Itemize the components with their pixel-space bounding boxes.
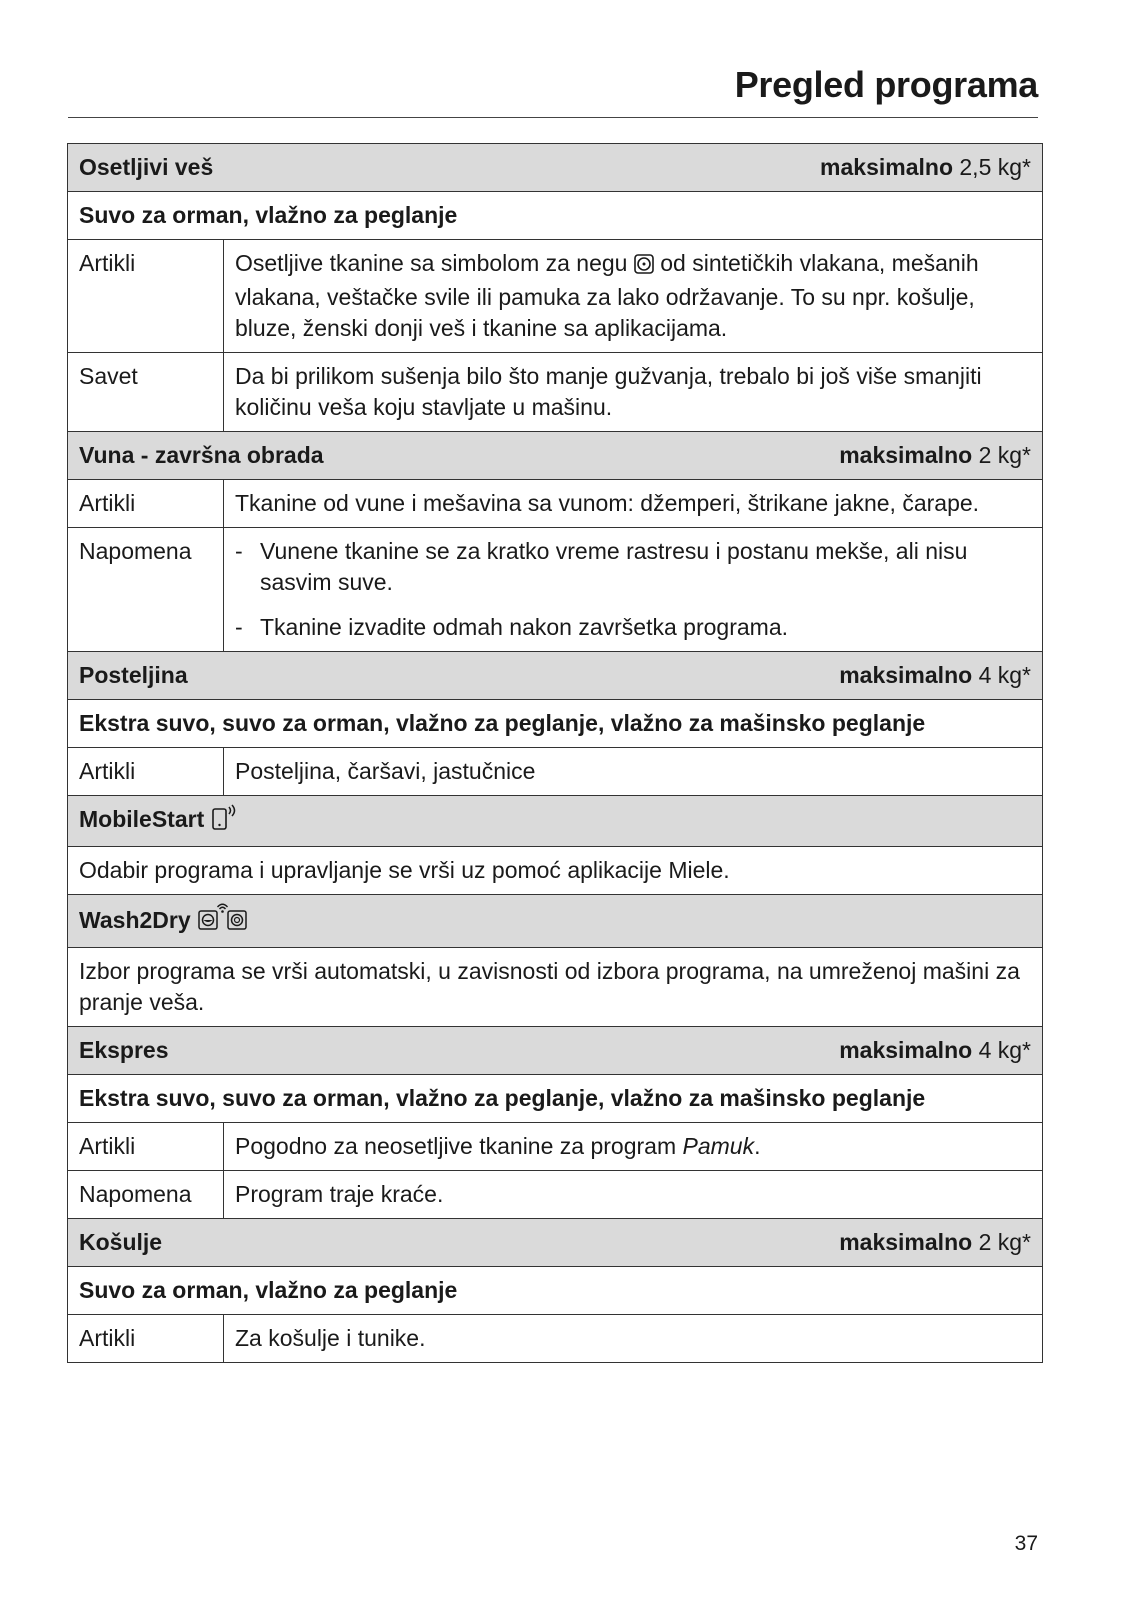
program-options-row: [68, 192, 1043, 240]
care-symbol-icon: [634, 251, 654, 282]
max-label: maksimalno: [839, 1229, 973, 1255]
program-detail-row: [68, 353, 1043, 432]
note-item: - Vunene tkanine se za kratko vreme rastresu i postanu mekše, ali nisu sasvim suve.: [235, 536, 1031, 598]
row-text: Program traje kraće.: [224, 1171, 1043, 1219]
washer-dryer-connection-icon: [197, 903, 249, 939]
artikli-text-start: Pogodno za neosetljive tkanine za program: [235, 1133, 677, 1159]
program-options-row: [68, 847, 1043, 895]
max-value: 2 kg*: [978, 1229, 1031, 1255]
page-header: [68, 64, 1038, 118]
program-detail-row: [68, 748, 1043, 796]
row-label: Artikli: [68, 480, 224, 528]
max-load: [602, 652, 1043, 700]
program-header-mobilestart: [68, 796, 1043, 847]
program-options-row: [68, 948, 1043, 1027]
max-load: [602, 144, 1043, 192]
program-name: Vuna - završna obrada: [68, 432, 602, 480]
row-text: Za košulje i tunike.: [224, 1315, 1043, 1363]
program-detail-row: [68, 240, 1043, 353]
program-reference: Pamuk: [682, 1133, 755, 1159]
page-number: 37: [1014, 1532, 1038, 1555]
program-name: Wash2Dry: [79, 907, 191, 933]
max-label: maksimalno: [839, 1037, 973, 1063]
note-item: - Tkanine izvadite odmah nakon završetka programa.: [235, 612, 1031, 643]
max-load: [602, 1219, 1043, 1267]
program-name: Osetljivi veš: [68, 144, 602, 192]
program-header-posteljina: [68, 652, 1043, 700]
row-text: Da bi prilikom sušenja bilo što manje gužvanja, trebalo bi još više smanjiti količinu veša koju stavljate u mašinu.: [224, 353, 1043, 432]
max-label: maksimalno: [839, 442, 973, 468]
program-name: MobileStart: [79, 806, 205, 832]
row-label: Artikli: [68, 1315, 224, 1363]
program-header-vuna: [68, 432, 1043, 480]
program-detail-row: [68, 1123, 1043, 1171]
program-header-wash2dry: [68, 895, 1043, 948]
max-label: maksimalno: [839, 662, 973, 688]
program-header-kosulje: [68, 1219, 1043, 1267]
program-header-ekspres: [68, 1027, 1043, 1075]
max-load: [602, 432, 1043, 480]
program-name-cell: [68, 796, 1043, 847]
max-load: [602, 1027, 1043, 1075]
artikli-text-end: od sintetičkih vlakana, mešanih vlakana, veštačke svile ili pamuka za lako održavanje. To su npr. košulje, bluze, ženski donji veš i tkanine sa aplikacijama.: [235, 250, 979, 341]
row-text: Tkanine od vune i mešavina sa vunom: džemperi, štrikane jakne, čarape.: [224, 480, 1043, 528]
program-options-row: [68, 1075, 1043, 1123]
max-value: 2,5 kg*: [959, 154, 1031, 180]
row-label: Artikli: [68, 748, 224, 796]
row-text: Posteljina, čaršavi, jastučnice: [224, 748, 1043, 796]
row-label: Artikli: [68, 1123, 224, 1171]
program-overview-table: [67, 143, 1043, 1363]
row-text: [224, 1123, 1043, 1171]
program-options-row: [68, 1267, 1043, 1315]
program-name: Košulje: [68, 1219, 602, 1267]
program-options: Ekstra suvo, suvo za orman, vlažno za peglanje, vlažno za mašinsko peglanje: [68, 1075, 1043, 1123]
program-detail-row: [68, 1171, 1043, 1219]
max-value: 4 kg*: [978, 1037, 1031, 1063]
artikli-text-end: .: [754, 1133, 761, 1159]
program-detail-row: [68, 528, 1043, 652]
row-label: Artikli: [68, 240, 224, 353]
smartphone-signal-icon: [211, 804, 239, 838]
program-description: Odabir programa i upravljanje se vrši uz pomoć aplikacije Miele.: [68, 847, 1043, 895]
program-options: Suvo za orman, vlažno za peglanje: [68, 192, 1043, 240]
program-options-row: [68, 700, 1043, 748]
page-title: Pregled programa: [734, 64, 1038, 105]
row-label: Napomena: [68, 1171, 224, 1219]
program-name: Ekspres: [68, 1027, 602, 1075]
max-value: 4 kg*: [978, 662, 1031, 688]
program-name-cell: [68, 895, 1043, 948]
row-label: Napomena: [68, 528, 224, 652]
note-list: [235, 536, 1031, 643]
max-value: 2 kg*: [978, 442, 1031, 468]
program-detail-row: [68, 480, 1043, 528]
row-label: Savet: [68, 353, 224, 432]
program-header-osetljivi-ves: [68, 144, 1043, 192]
max-label: maksimalno: [820, 154, 953, 180]
artikli-text-start: Osetljive tkanine sa simbolom za negu: [235, 250, 628, 276]
program-options: Ekstra suvo, suvo za orman, vlažno za peglanje, vlažno za mašinsko peglanje: [68, 700, 1043, 748]
row-text: [224, 528, 1043, 652]
row-text: [224, 240, 1043, 353]
program-name: Posteljina: [68, 652, 602, 700]
program-options: Suvo za orman, vlažno za peglanje: [68, 1267, 1043, 1315]
program-description: Izbor programa se vrši automatski, u zavisnosti od izbora programa, na umreženoj mašini za pranje veša.: [68, 948, 1043, 1027]
program-detail-row: [68, 1315, 1043, 1363]
